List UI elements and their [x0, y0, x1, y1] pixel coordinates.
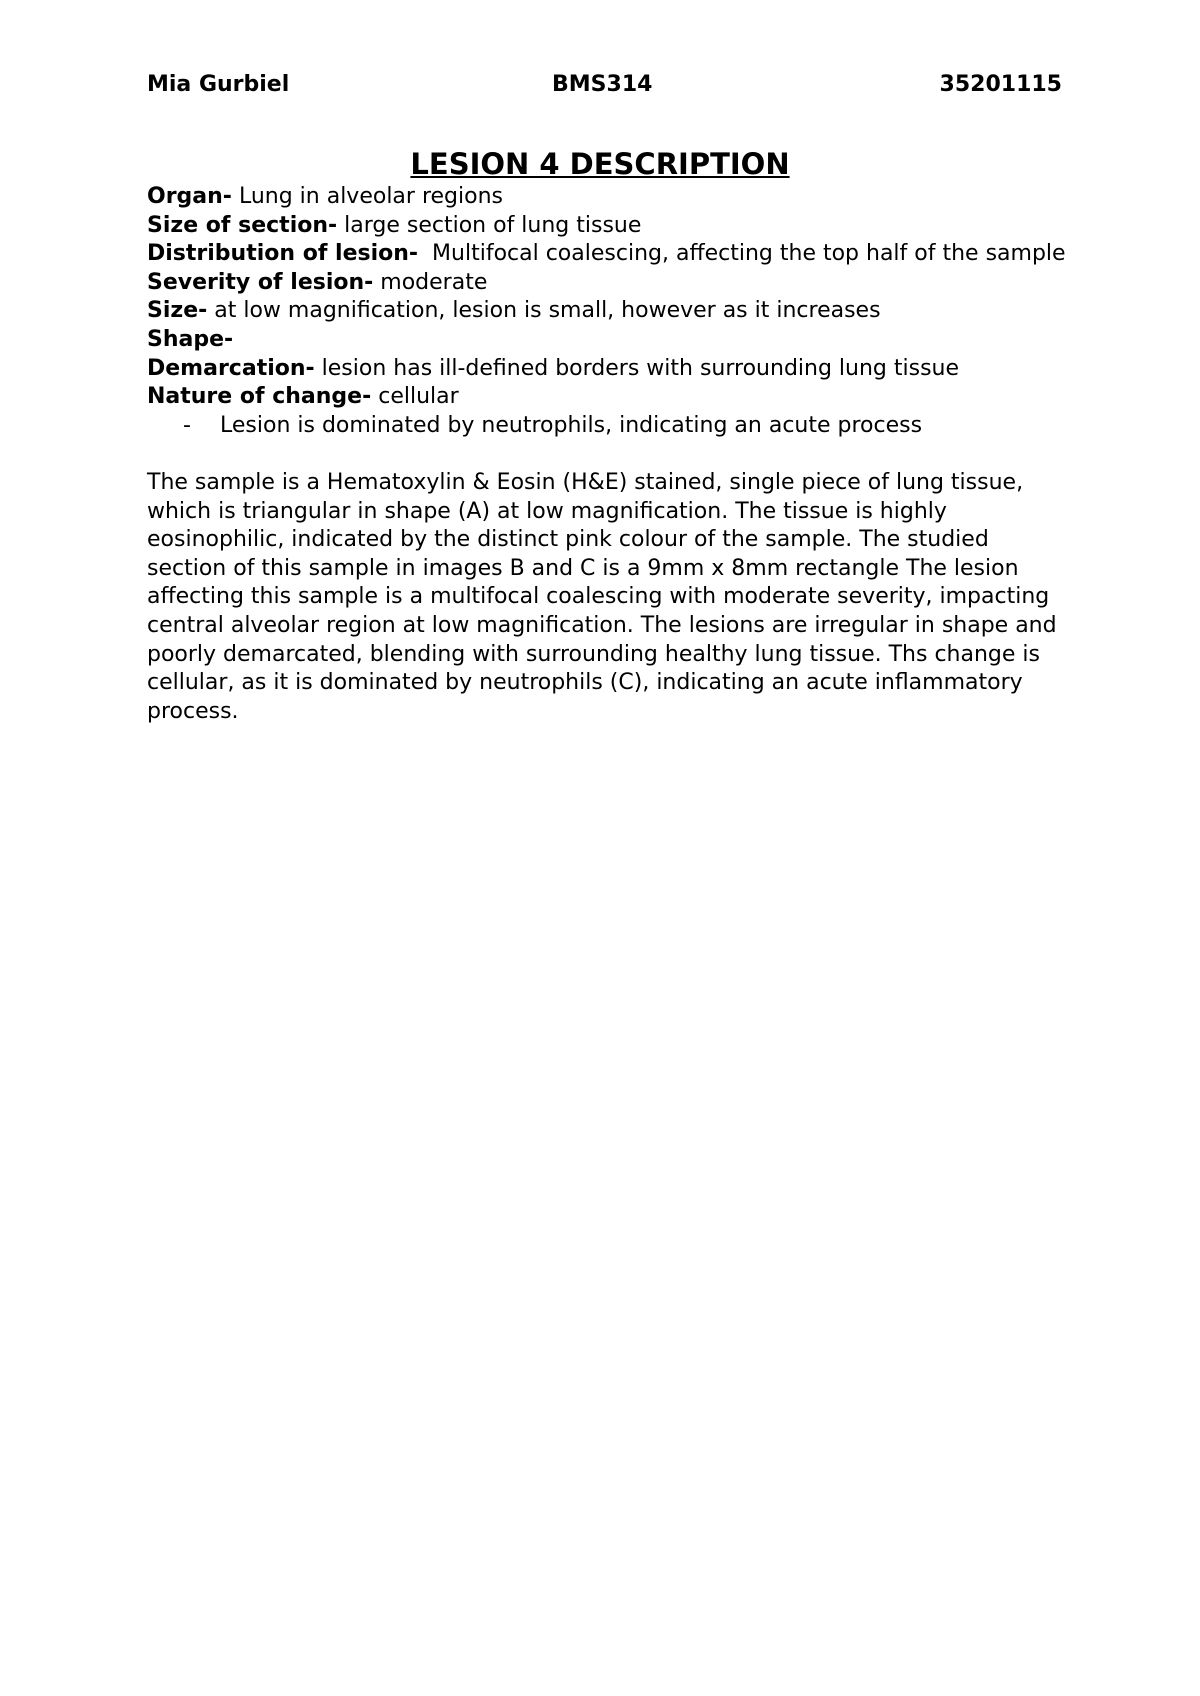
- author-name: Mia Gurbiel: [147, 72, 290, 97]
- field-value: Multifocal coalescing, affecting the top half of the sample: [418, 241, 1066, 267]
- document-body: [147, 183, 1067, 726]
- field-label: Size of section-: [147, 212, 338, 238]
- field-shape: [147, 326, 1067, 355]
- bullet-item: [147, 412, 1067, 441]
- field-label: Organ-: [147, 184, 232, 209]
- field-nature-of-change: [147, 383, 1067, 412]
- field-distribution: [147, 240, 1067, 269]
- field-label: Demarcation-: [147, 355, 315, 381]
- field-label: Nature of change-: [147, 384, 372, 410]
- field-label: Distribution of lesion-: [147, 241, 419, 267]
- field-value: at low magnification, lesion is small, however as it increases: [207, 298, 881, 324]
- field-label: Size-: [147, 298, 208, 324]
- spacer: [147, 440, 1067, 469]
- field-size-of-section: [147, 212, 1067, 241]
- document-title: LESION 4 DESCRIPTION: [410, 147, 790, 181]
- field-label: Severity of lesion-: [147, 269, 374, 295]
- bullet-text: Lesion is dominated by neutrophils, indicating an acute process: [220, 412, 923, 438]
- field-label: Shape-: [147, 326, 234, 352]
- field-value: Lung in alveolar regions: [231, 184, 503, 209]
- bullet-marker: -: [183, 412, 191, 438]
- field-demarcation: [147, 355, 1067, 384]
- description-paragraph: The sample is a Hematoxylin & Eosin (H&E) stained, single piece of lung tissue, which is triangular in shape (A) at low magnification. The tissue is highly eosinophilic, indicated by the distinct pink colour of the sample. The studied section of this sample in images B and C is a 9mm x 8mm rectangle The lesion affecting this sample is a multifocal coalescing with moderate severity, impacting central alveolar region at low magnification. The lesions are irregular in shape and poorly demarcated, blending with surrounding healthy lung tissue. Ths change is cellular, as it is dominated by neutrophils (C), indicating an acute inflammatory process.: [147, 469, 1057, 724]
- field-value: lesion has ill-defined borders with surrounding lung tissue: [314, 355, 960, 381]
- field-organ: [147, 183, 1067, 212]
- field-value: cellular: [371, 384, 459, 410]
- course-code: BMS314: [552, 72, 653, 97]
- student-id: 35201115: [939, 72, 1062, 97]
- page-header: [147, 70, 1062, 100]
- field-size: [147, 297, 1067, 326]
- field-severity: [147, 269, 1067, 298]
- field-value: moderate: [373, 269, 488, 295]
- field-value: large section of lung tissue: [337, 212, 642, 238]
